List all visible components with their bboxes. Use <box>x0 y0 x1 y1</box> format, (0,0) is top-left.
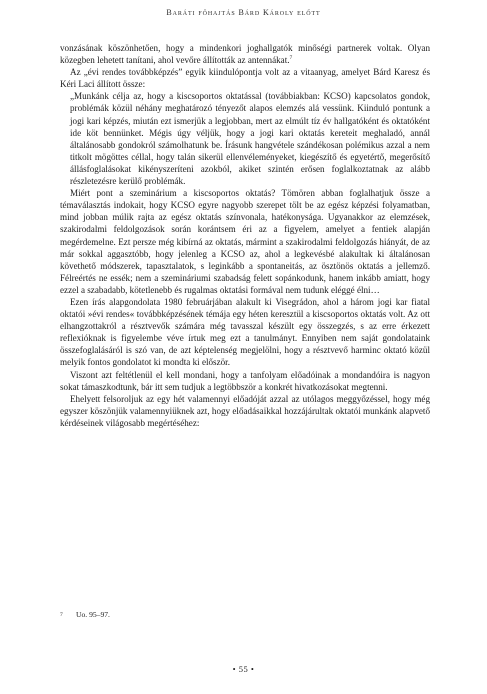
footnote-reference: 7 <box>289 55 293 62</box>
paragraph-2: Az „évi rendes továbbképzés” egyik kiindulópontja volt az a vitaanyag, amelyet Bárd Karesz és Kéri Laci állított össze: <box>60 67 430 90</box>
footnote-text: Uo. 95–97. <box>76 610 110 619</box>
footnote <box>60 610 430 620</box>
page-number: • 55 • <box>232 664 255 674</box>
paragraph-6: Ehelyett felsoroljuk az egy hét valamennyi előadóját azzal az utólagos meggyőzéssel, hogy még egyszer köszönjük valamennyiüknek azt, hogy előadásaikkal hozzájárultak oktatói munkánk alapvető kérdéseinek világosabb megértéséhez: <box>60 393 430 428</box>
paragraph-4: Ezen írás alapgondolata 1980 februárjában alakult ki Visegrádon, ahol a három jogi kar fiatal oktatói »évi rendes« továbbképzésének témája egy héten keresztül a kiscsoportos oktatás volt. Az ott elhangzottakról a résztvevők számára még tavasszal készült egy összegzés, s az erre érkezett reflexióknak is figyelembe véve írtuk meg ezt a tanulmányt. Ennyiben nem saját gondolataink összefoglalásáról is szó van, de azt képtelenség megjelölni, hogy a résztvevő harminc oktató közül melyik fontos gondolatot ki mondta ki először. <box>60 296 430 368</box>
paragraph-5: Viszont azt feltétlenül el kell mondani, hogy a tanfolyam előadóinak a mondandóira is nagyon sokat támaszkodtunk, bár itt sem tudjuk a legtöbbször a konkrét hivatkozásokat megtenni. <box>60 369 430 392</box>
quoted-paragraph: „Munkánk célja az, hogy a kiscsoportos oktatással (továbbiakban: KCSO) kapcsolatos gondok, problémák közül néhány meghatározó tényezőt alapos elemzés alá vessünk. Kiinduló pontunk a jogi kari képzés, miután ezt ismerjük a legjobban, mert az elmúlt tíz év hallgatóként és oktatóként ide köt bennünket. Mégis úgy véljük, hogy a jogi kari oktatás kereteit meghaladó, annál általánosabb gondokról számolhatunk be. Írásunk hangvétele szándékosan polémikus azzal a nem titkolt mögöttes céllal, hogy talán sikerül ellenvéleményeket, kiegészítő és egyetértő, megerősítő állásfoglalásokat kikényszeríteni azokból, akiket szintén erősen foglalkoztatnak az alább részletezésre kerülő problémák. <box>70 91 430 187</box>
body-text <box>60 42 430 429</box>
running-header: Baráti főhajtás Bárd Károly előtt <box>166 8 321 17</box>
paragraph-1: vonzásának köszönhetően, hogy a mindenkori joghallgatók minőségi partnerek voltak. Olyan közegben lehetett tanítani, ahol vevőre állították az antennákat.$^7$ <box>60 43 430 66</box>
footnote-mark: 7 <box>60 612 63 618</box>
paragraph-3: Miért pont a szeminárium a kiscsoportos oktatás? Tömören abban foglalhatjuk össze a témaválasztás indokait, hogy KCSO egyre nagyobb szerepet tölt be az egész képzési folyamatban, mind jobban múlik rajta az egész oktatás színvonala, hatékonysága. Ugyanakkor az elemzések, szakirodalmi feldolgozások során korántsem éri az a figyelem, amelyet a fentiek alapján megérdemelne. Ezt persze még kibírná az oktatás, mármint a szakirodalmi feldolgozás hiányát, de az már sokkal aggasztóbb, hogy jelenleg a KCSO az, ahol a legkevésbé alakultak ki általánosan követhető módszerek, tapasztalatok, s leginkább a spontaneitás, az ösztönös oktatás a jellemző. Félreértés ne essék; nem a szemináriumi szabadság felett sopánkodunk, hanem inkább amiatt, hogy ezzel a szabadabb, kötetlenebb és rugalmas oktatási formával nem tudunk eléggé élni… <box>60 188 430 295</box>
